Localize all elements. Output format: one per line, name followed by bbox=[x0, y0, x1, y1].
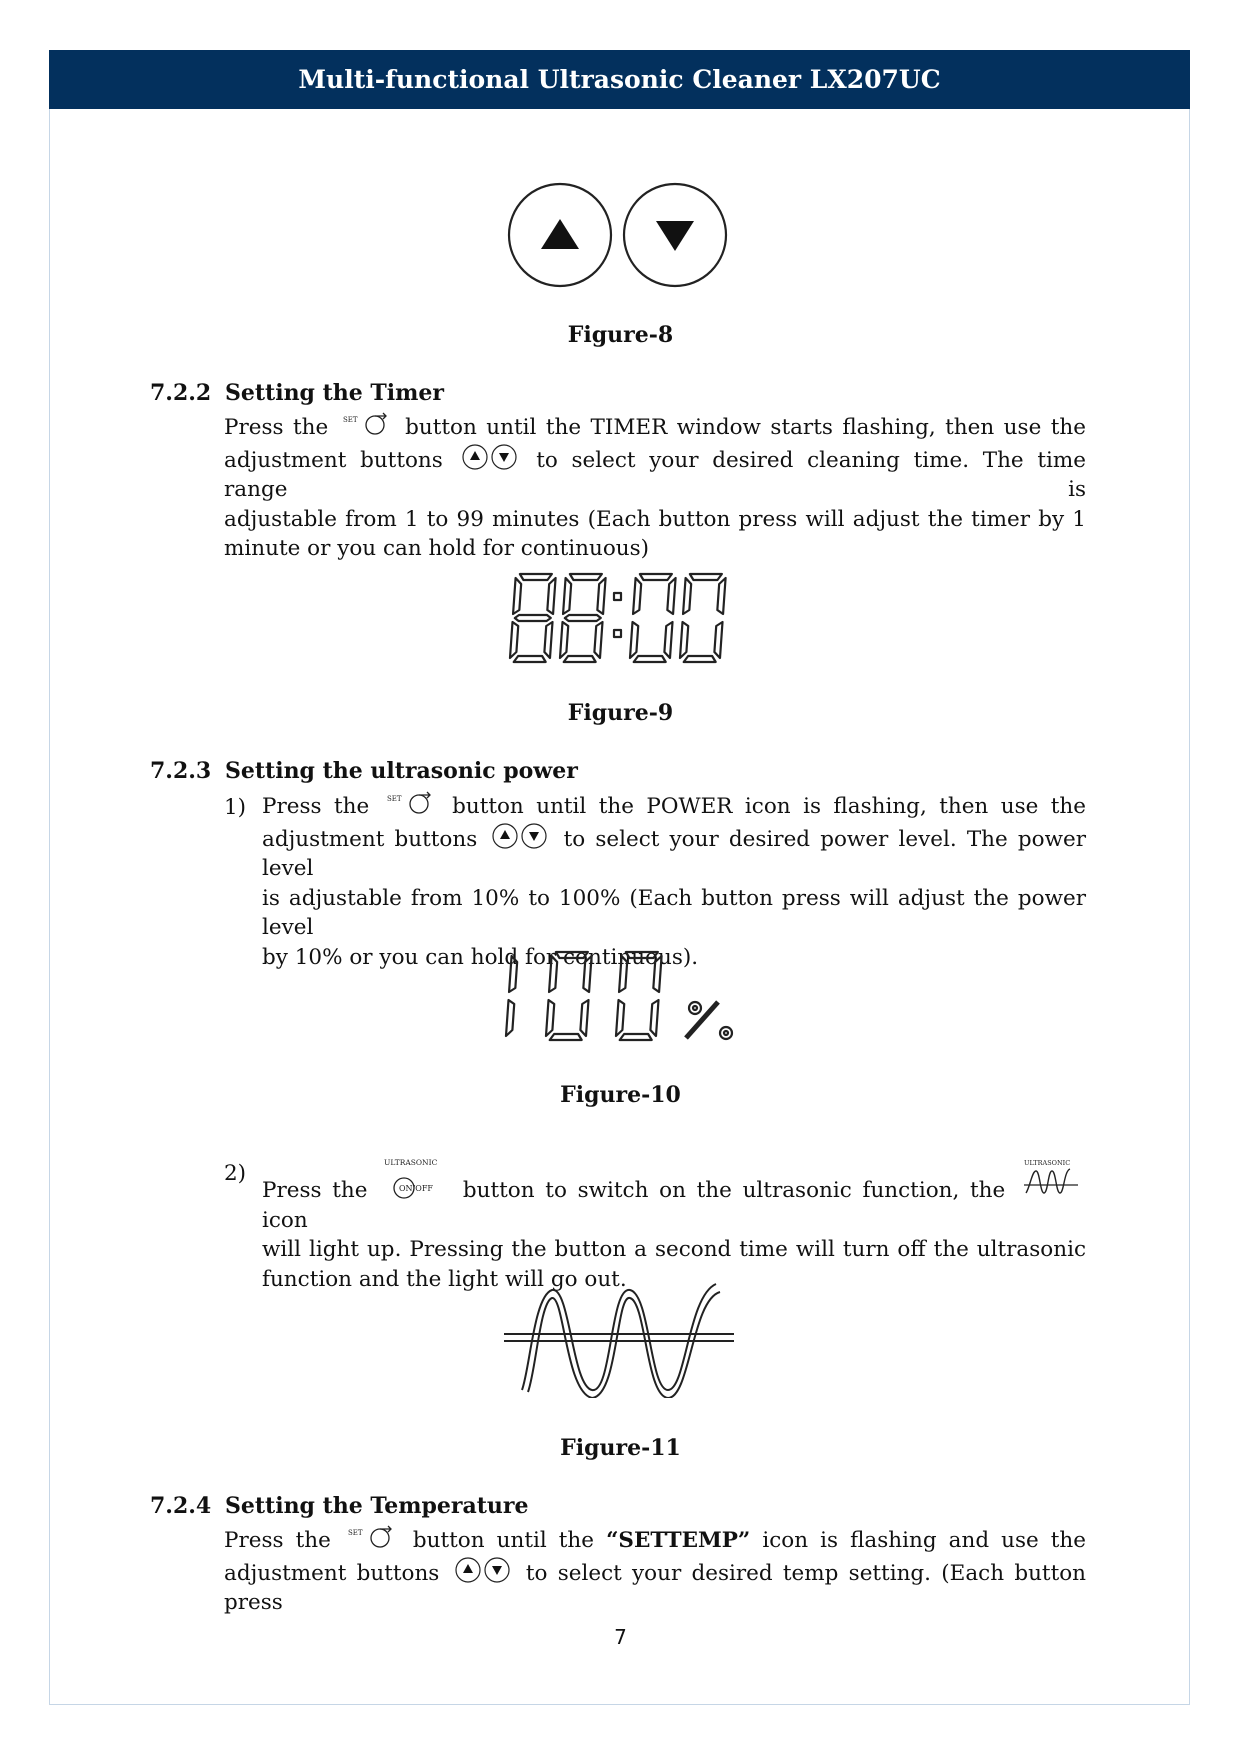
section-heading-7-2-3: 7.2.3 Setting the ultrasonic power bbox=[150, 758, 578, 784]
list-marker-1: 1) bbox=[224, 795, 247, 820]
section-7-2-4-text: Press the SET button until the “SETTEMP” icon is flashing and use the adjustment buttons to select your desired temp setting. (Each button press bbox=[224, 1525, 1086, 1618]
digit-3 bbox=[630, 574, 676, 662]
figure-11-caption: Figure-11 bbox=[560, 1435, 681, 1461]
adjustment-buttons-icon bbox=[454, 1556, 512, 1584]
document-title: Multi-functional Ultrasonic Cleaner LX207UC bbox=[298, 65, 941, 94]
colon-bottom bbox=[614, 630, 621, 637]
figure-8-caption: Figure-8 bbox=[567, 322, 674, 348]
section-7-2-3-item-2-text: Press the ULTRASONIC ON/OFF button to switch on the ultrasonic function, the ULTRASONIC icon will light up. Pressing the button a second time will turn off the ultrasonic function and the light will go out. bbox=[262, 1158, 1086, 1292]
set-button-icon bbox=[342, 412, 392, 436]
wave-outer bbox=[522, 1284, 716, 1390]
ultrasonic-onoff-button-icon bbox=[382, 1157, 448, 1201]
svg-text:SET: SET bbox=[386, 795, 402, 803]
up-down-buttons-figure bbox=[500, 182, 740, 292]
digit-zero-b bbox=[616, 952, 662, 1040]
svg-text:ULTRASONIC: ULTRASONIC bbox=[384, 1158, 438, 1167]
colon-top bbox=[614, 593, 621, 600]
digit-4 bbox=[680, 574, 726, 662]
section-heading-7-2-2: 7.2.2 Setting the Timer bbox=[150, 380, 445, 406]
ultrasonic-wave-figure bbox=[500, 1278, 740, 1398]
power-display-figure bbox=[500, 946, 745, 1046]
set-button-icon bbox=[347, 1525, 397, 1549]
svg-text:SET: SET bbox=[347, 1529, 363, 1537]
document-header bbox=[49, 50, 1190, 109]
set-button-icon bbox=[386, 791, 436, 815]
section-heading-7-2-4: 7.2.4 Setting the Temperature bbox=[150, 1493, 529, 1519]
figure-10-caption: Figure-10 bbox=[560, 1082, 681, 1108]
figure-9-caption: Figure-9 bbox=[567, 700, 674, 726]
svg-text:SET: SET bbox=[342, 416, 358, 424]
digit-2 bbox=[560, 574, 606, 662]
percent-sign-icon bbox=[686, 1002, 732, 1039]
list-marker-2: 2) bbox=[224, 1161, 247, 1186]
section-7-2-3-item-1-text: Press the SET button until the POWER icon is flashing, then use the adjustment buttons to select your desired power level. The power level is adjustable from 10% to 100% (Each button press will adjust the power level by 10% or you can hold for continuous). bbox=[262, 791, 1086, 972]
page-number: 7 bbox=[614, 1625, 627, 1649]
down-arrow-icon bbox=[656, 221, 694, 251]
digit-zero-a bbox=[546, 952, 592, 1040]
adjustment-buttons-icon bbox=[491, 822, 549, 850]
svg-text:ON/OFF: ON/OFF bbox=[399, 1184, 434, 1193]
digit-1 bbox=[510, 574, 556, 662]
svg-text:ULTRASONIC: ULTRASONIC bbox=[1023, 1159, 1071, 1167]
wave-inner bbox=[528, 1292, 720, 1398]
timer-display-figure bbox=[508, 568, 732, 664]
adjustment-buttons-icon bbox=[461, 443, 519, 471]
up-arrow-icon bbox=[541, 219, 579, 249]
ultrasonic-wave-icon bbox=[1020, 1157, 1082, 1199]
section-7-2-2-text: Press the SET button until the TIMER window starts flashing, then use the adjustment buttons to select your desired cleaning time. The time range is adjustable from 1 to 99 minutes (Each button press will adjust the timer by 1 minute or you can hold for continuous) bbox=[224, 412, 1086, 564]
digit-one bbox=[506, 956, 518, 1036]
